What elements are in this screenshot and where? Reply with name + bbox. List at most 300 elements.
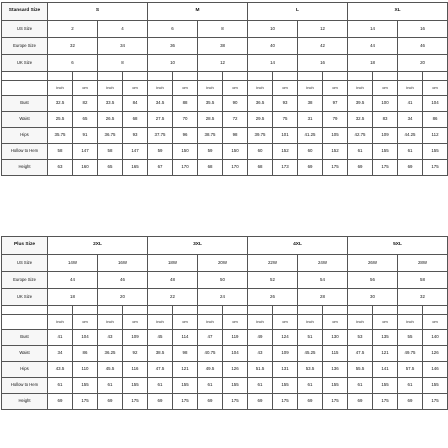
measurement-value: 165 (123, 160, 148, 176)
us-size-value: 16 (398, 21, 448, 38)
measurement-value: 59 (198, 144, 223, 160)
measurement-value: 173 (273, 160, 298, 176)
measurement-value: 58 (48, 144, 73, 160)
measurement-label: Waist (2, 112, 48, 128)
measurement-value: 175 (73, 394, 98, 410)
measurement-value: 68 (198, 160, 223, 176)
measurement-value: 135 (373, 330, 398, 346)
europe-size-value: 34 (98, 38, 148, 55)
measurement-value: 82 (73, 96, 98, 112)
europe-size-value: 40 (248, 38, 298, 55)
measurement-value: 36.25 (98, 346, 123, 362)
measurement-value: 61 (48, 378, 73, 394)
uk-size-row (2, 55, 448, 72)
uk-size-value: 20 (98, 289, 148, 306)
measurement-value: 38.75 (198, 128, 223, 144)
uk-size-label: UK Size (2, 289, 48, 306)
measurement-row (2, 394, 448, 410)
unit-cm: cm (423, 81, 448, 96)
blank-cell (98, 306, 123, 315)
blank-cell (398, 72, 423, 81)
measurement-value: 92 (123, 346, 148, 362)
measurement-value: 109 (273, 346, 298, 362)
measurement-value: 175 (423, 160, 448, 176)
europe-size-label: Europe Size (2, 38, 48, 55)
measurement-value: 42.75 (348, 128, 373, 144)
measurement-value: 69 (248, 394, 273, 410)
size-heading: 3XL (148, 237, 248, 255)
measurement-value: 35.5 (198, 96, 223, 112)
measurement-value: 86 (423, 112, 448, 128)
europe-size-value: 36 (148, 38, 198, 55)
unit-inch: inch (398, 315, 423, 330)
blank-cell (123, 306, 148, 315)
unit-row (2, 81, 448, 96)
blank-cell (73, 72, 98, 81)
measurement-value: 155 (423, 144, 448, 160)
measurement-value: 25.5 (48, 112, 73, 128)
europe-size-value: 46 (98, 272, 148, 289)
blank-cell (173, 72, 198, 81)
measurement-value: 44.25 (398, 128, 423, 144)
measurement-value: 124 (273, 330, 298, 346)
measurement-value: 130 (323, 330, 348, 346)
measurement-value: 57.5 (398, 362, 423, 378)
measurement-row (2, 346, 448, 362)
europe-size-value: 54 (298, 272, 348, 289)
measurement-row (2, 112, 448, 128)
measurement-value: 69 (348, 160, 373, 176)
unit-row (2, 315, 448, 330)
measurement-value: 72 (223, 112, 248, 128)
size-heading: 4XL (248, 237, 348, 255)
europe-size-value: 44 (348, 38, 398, 55)
measurement-value: 100 (373, 96, 398, 112)
measurement-value: 109 (373, 128, 398, 144)
measurement-value: 41 (398, 96, 423, 112)
europe-size-value: 52 (248, 272, 298, 289)
measurement-value: 67 (148, 160, 173, 176)
measurement-value: 63 (48, 160, 73, 176)
us-size-row (2, 255, 448, 272)
measurement-row (2, 378, 448, 394)
unit-inch: inch (248, 81, 273, 96)
measurement-value: 69 (398, 160, 423, 176)
measurement-value: 155 (123, 378, 148, 394)
blank-cell (198, 72, 223, 81)
measurement-value: 34 (398, 112, 423, 128)
blank-cell (298, 72, 323, 81)
measurement-value: 61 (348, 378, 373, 394)
blank-row (2, 306, 448, 315)
measurement-value: 69 (298, 394, 323, 410)
unit-cm: cm (273, 315, 298, 330)
unit-cm: cm (73, 81, 98, 96)
measurement-value: 51.5 (248, 362, 273, 378)
us-size-value: 28W (398, 255, 448, 272)
measurement-value: 61 (348, 144, 373, 160)
measurement-value: 109 (123, 330, 148, 346)
measurement-value: 61 (148, 378, 173, 394)
europe-size-value: 48 (148, 272, 198, 289)
blank-cell (173, 306, 198, 315)
measurement-value: 126 (423, 346, 448, 362)
measurement-value: 61 (298, 378, 323, 394)
unit-inch: inch (198, 315, 223, 330)
measurement-value: 90 (223, 96, 248, 112)
measurement-value: 34 (48, 346, 73, 362)
measurement-label: Bust (2, 96, 48, 112)
measurement-value: 59 (148, 144, 173, 160)
measurement-value: 29.5 (248, 112, 273, 128)
uk-size-value: 20 (398, 55, 448, 72)
measurement-value: 150 (223, 144, 248, 160)
us-size-value: 6 (148, 21, 198, 38)
uk-size-value: 30 (348, 289, 398, 306)
measurement-value: 68 (123, 112, 148, 128)
blank-cell (73, 306, 98, 315)
unit-cm: cm (73, 315, 98, 330)
measurement-value: 150 (173, 144, 198, 160)
measurement-value: 101 (273, 128, 298, 144)
blank-cell (298, 306, 323, 315)
measurement-value: 61 (248, 378, 273, 394)
blank-cell (98, 72, 123, 81)
unit-inch: inch (148, 315, 173, 330)
measurement-label: Hips (2, 362, 48, 378)
blank-cell (273, 306, 298, 315)
uk-size-value: 16 (298, 55, 348, 72)
us-size-value: 24W (298, 255, 348, 272)
blank-cell (423, 306, 448, 315)
us-size-value: 14 (348, 21, 398, 38)
unit-row-label (2, 315, 48, 330)
measurement-value: 105 (323, 128, 348, 144)
unit-inch: inch (148, 81, 173, 96)
measurement-row (2, 96, 448, 112)
measurement-value: 155 (73, 378, 98, 394)
measurement-value: 146 (423, 362, 448, 378)
measurement-value: 131 (273, 362, 298, 378)
blank-cell (373, 72, 398, 81)
measurement-value: 147 (73, 144, 98, 160)
measurement-label: Height (2, 160, 48, 176)
measurement-value: 61 (398, 378, 423, 394)
measurement-value: 43 (248, 346, 273, 362)
measurement-value: 49 (248, 330, 273, 346)
measurement-value: 69 (298, 160, 323, 176)
europe-size-value: 38 (198, 38, 248, 55)
measurement-value: 136 (323, 362, 348, 378)
measurement-value: 58 (98, 144, 123, 160)
measurement-value: 110 (73, 362, 98, 378)
unit-cm: cm (273, 81, 298, 96)
uk-size-value: 32 (398, 289, 448, 306)
measurement-value: 27.5 (148, 112, 173, 128)
measurement-value: 170 (173, 160, 198, 176)
size-heading: 5XL (348, 237, 448, 255)
measurement-value: 34.5 (148, 96, 173, 112)
measurement-row (2, 362, 448, 378)
size-heading: L (248, 3, 348, 21)
measurement-value: 140 (423, 330, 448, 346)
measurement-value: 36.5 (248, 96, 273, 112)
us-size-value: 14W (48, 255, 98, 272)
unit-row-label (2, 81, 48, 96)
measurement-value: 75 (273, 112, 298, 128)
uk-size-value: 24 (198, 289, 248, 306)
measurement-value: 45.5 (98, 362, 123, 378)
unit-inch: inch (198, 81, 223, 96)
measurement-value: 32.5 (48, 96, 73, 112)
plus-size-table (1, 236, 448, 410)
blank-cell (223, 72, 248, 81)
measurement-value: 69 (48, 394, 73, 410)
measurement-value: 60 (248, 144, 273, 160)
uk-size-row (2, 289, 448, 306)
us-size-value: 20W (198, 255, 248, 272)
measurement-value: 69 (98, 394, 123, 410)
us-size-label: US Size (2, 255, 48, 272)
blank-cell (223, 306, 248, 315)
unit-inch: inch (98, 315, 123, 330)
europe-size-value: 50 (198, 272, 248, 289)
measurement-value: 121 (173, 362, 198, 378)
europe-size-value: 42 (298, 38, 348, 55)
unit-inch: inch (248, 315, 273, 330)
measurement-value: 45 (148, 330, 173, 346)
unit-cm: cm (423, 315, 448, 330)
uk-size-value: 10 (148, 55, 198, 72)
measurement-value: 98 (223, 128, 248, 144)
us-size-value: 8 (198, 21, 248, 38)
us-size-value: 18W (148, 255, 198, 272)
us-size-value: 16W (98, 255, 148, 272)
size-heading: S (48, 3, 148, 21)
measurement-value: 141 (373, 362, 398, 378)
measurement-value: 175 (373, 394, 398, 410)
us-size-label: US Size (2, 21, 48, 38)
measurement-row (2, 160, 448, 176)
uk-size-value: 8 (98, 55, 148, 72)
europe-size-row (2, 272, 448, 289)
blank-cell (248, 72, 273, 81)
measurement-value: 61 (198, 378, 223, 394)
measurement-value: 155 (373, 378, 398, 394)
measurement-value: 41.25 (298, 128, 323, 144)
unit-inch: inch (298, 315, 323, 330)
measurement-value: 91 (73, 128, 98, 144)
measurement-value: 175 (173, 394, 198, 410)
unit-cm: cm (323, 81, 348, 96)
measurement-value: 32.5 (348, 112, 373, 128)
measurement-row (2, 128, 448, 144)
measurement-label: Bust (2, 330, 48, 346)
standard-size-chart (0, 2, 448, 176)
size-category-label: Stansard Size (2, 3, 48, 21)
blank-cell (373, 306, 398, 315)
measurement-value: 104 (223, 346, 248, 362)
measurement-value: 93 (273, 96, 298, 112)
measurement-value: 61 (398, 144, 423, 160)
measurement-value: 61 (98, 378, 123, 394)
measurement-value: 65 (73, 112, 98, 128)
measurement-value: 104 (423, 96, 448, 112)
unit-inch: inch (298, 81, 323, 96)
unit-cm: cm (223, 81, 248, 96)
blank-cell (148, 72, 173, 81)
us-size-value: 10 (248, 21, 298, 38)
measurement-value: 175 (323, 160, 348, 176)
size-category-label: Plus Size (2, 237, 48, 255)
measurement-value: 83 (373, 112, 398, 128)
blank-cell (48, 306, 73, 315)
measurement-value: 116 (123, 362, 148, 378)
unit-cm: cm (373, 81, 398, 96)
unit-cm: cm (223, 315, 248, 330)
measurement-value: 84 (123, 96, 148, 112)
measurement-value: 28.5 (198, 112, 223, 128)
measurement-value: 93 (123, 128, 148, 144)
uk-size-value: 14 (248, 55, 298, 72)
measurement-row (2, 330, 448, 346)
measurement-value: 70 (173, 112, 198, 128)
standard-size-table (1, 2, 448, 176)
blank-cell (198, 306, 223, 315)
europe-size-value: 56 (348, 272, 398, 289)
us-size-value: 4 (98, 21, 148, 38)
measurement-value: 60 (298, 144, 323, 160)
unit-inch: inch (98, 81, 123, 96)
measurement-value: 175 (223, 394, 248, 410)
uk-size-value: 18 (48, 289, 98, 306)
size-heading: XL (348, 3, 448, 21)
measurement-value: 47.5 (148, 362, 173, 378)
uk-size-value: 18 (348, 55, 398, 72)
uk-size-value: 28 (298, 289, 348, 306)
unit-cm: cm (323, 315, 348, 330)
measurement-value: 26.5 (98, 112, 123, 128)
measurement-value: 155 (423, 378, 448, 394)
measurement-value: 37.75 (148, 128, 173, 144)
measurement-value: 49.5 (198, 362, 223, 378)
measurement-value: 53 (348, 330, 373, 346)
blank-row (2, 72, 448, 81)
measurement-value: 69 (348, 394, 373, 410)
measurement-label: Height (2, 394, 48, 410)
us-size-row (2, 21, 448, 38)
measurement-value: 35.75 (48, 128, 73, 144)
measurement-value: 43 (98, 330, 123, 346)
measurement-value: 49.75 (398, 346, 423, 362)
blank-cell (2, 72, 48, 81)
measurement-value: 88 (173, 96, 198, 112)
measurement-value: 121 (373, 346, 398, 362)
measurement-value: 152 (323, 144, 348, 160)
measurement-value: 155 (373, 144, 398, 160)
us-size-value: 22W (248, 255, 298, 272)
measurement-label: Waist (2, 346, 48, 362)
blank-cell (148, 306, 173, 315)
europe-size-row (2, 38, 448, 55)
measurement-value: 41 (48, 330, 73, 346)
measurement-value: 147 (123, 144, 148, 160)
measurement-value: 68 (248, 160, 273, 176)
measurement-value: 114 (173, 330, 198, 346)
measurement-value: 112 (423, 128, 448, 144)
measurement-value: 55 (398, 330, 423, 346)
europe-size-label: Europe Size (2, 272, 48, 289)
unit-cm: cm (173, 315, 198, 330)
measurement-value: 175 (373, 160, 398, 176)
measurement-value: 39.75 (248, 128, 273, 144)
size-heading: M (148, 3, 248, 21)
measurement-value: 38 (298, 96, 323, 112)
measurement-value: 155 (273, 378, 298, 394)
measurement-value: 40.75 (198, 346, 223, 362)
measurement-value: 160 (73, 160, 98, 176)
measurement-row (2, 144, 448, 160)
measurement-value: 104 (73, 330, 98, 346)
us-size-value: 2 (48, 21, 98, 38)
measurement-value: 155 (323, 378, 348, 394)
size-header-row (2, 237, 448, 255)
measurement-value: 175 (323, 394, 348, 410)
europe-size-value: 44 (48, 272, 98, 289)
measurement-value: 69 (198, 394, 223, 410)
measurement-label: Hollow to Hem (2, 144, 48, 160)
unit-cm: cm (123, 315, 148, 330)
measurement-value: 86 (73, 346, 98, 362)
uk-size-value: 26 (248, 289, 298, 306)
measurement-value: 126 (223, 362, 248, 378)
blank-cell (323, 72, 348, 81)
unit-cm: cm (173, 81, 198, 96)
measurement-label: Hips (2, 128, 48, 144)
measurement-value: 39.5 (348, 96, 373, 112)
measurement-value: 175 (273, 394, 298, 410)
measurement-value: 98 (173, 346, 198, 362)
europe-size-value: 46 (398, 38, 448, 55)
size-heading: 2XL (48, 237, 148, 255)
measurement-value: 38.5 (148, 346, 173, 362)
measurement-value: 155 (223, 378, 248, 394)
plus-size-chart (0, 236, 448, 410)
uk-size-value: 22 (148, 289, 198, 306)
measurement-value: 55.5 (348, 362, 373, 378)
measurement-value: 175 (123, 394, 148, 410)
measurement-label: Hollow to Hem (2, 378, 48, 394)
uk-size-value: 12 (198, 55, 248, 72)
blank-cell (323, 306, 348, 315)
measurement-value: 45.25 (298, 346, 323, 362)
size-header-row (2, 3, 448, 21)
measurement-value: 65 (98, 160, 123, 176)
measurement-value: 31 (298, 112, 323, 128)
measurement-value: 115 (323, 346, 348, 362)
blank-cell (48, 72, 73, 81)
blank-cell (423, 72, 448, 81)
us-size-value: 12 (298, 21, 348, 38)
uk-size-label: UK Size (2, 55, 48, 72)
measurement-value: 96 (173, 128, 198, 144)
measurement-value: 51 (298, 330, 323, 346)
unit-cm: cm (373, 315, 398, 330)
unit-inch: inch (48, 81, 73, 96)
measurement-value: 53.5 (298, 362, 323, 378)
unit-inch: inch (48, 315, 73, 330)
uk-size-value: 6 (48, 55, 98, 72)
